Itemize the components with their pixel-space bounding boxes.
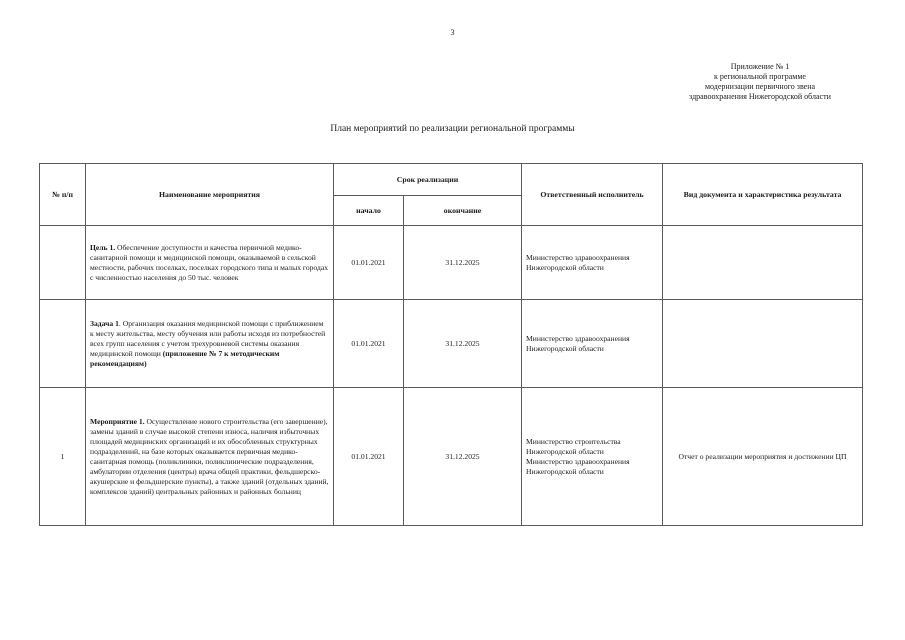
table-row [40,300,863,388]
header-num: № п/п [40,164,86,226]
cell-num: 1 [40,388,86,526]
appendix-line: Приложение № 1 [730,62,790,71]
header-end: окончание [404,196,522,226]
cell-start: 01.01.2021 [334,226,404,300]
cell-result [663,226,863,300]
appendix-line: здравоохранения Нижегородской области [689,92,831,101]
appendix-note [640,62,880,102]
appendix-line: модернизации первичного звена [704,82,816,91]
task-reference: (приложение № 7 к методическим рекомендациям) [90,348,280,368]
task-label: Задача 1 [90,318,119,328]
header-name: Наименование мероприятия [86,164,334,226]
cell-result: Отчет о реализации мероприятия и достижении ЦП [663,388,863,526]
cell-start: 01.01.2021 [334,388,404,526]
header-start: начало [334,196,404,226]
header-executor: Ответственный исполнитель [522,164,663,226]
cell-num [40,300,86,388]
cell-executor [522,388,663,526]
table-row [40,226,863,300]
appendix-line: к региональной программе [714,72,806,81]
cell-name [86,226,334,300]
goal-label: Цель 1. [90,242,116,252]
cell-name [86,388,334,526]
task-text: . Организация оказания медицинской помощи с приближением к месту жительства, месту обучения или работы исходя из потребностей всех групп населения с учетом трехуровневой системы оказания медицинской помощи [90,318,326,358]
cell-end: 31.12.2025 [404,226,522,300]
table-row [40,388,863,526]
plan-table [39,163,863,526]
page-number: 3 [450,28,455,37]
activity-text: Осуществление нового строительства (его завершение), замены зданий в случае высокой степени износа, наличия избыточных площадей медицинских организаций и их обособленных структурных подразделений, на базе которых оказывается первичная медико-санитарная помощь (поликлиники, поликлинические подразделения, амбулатории отделения (центры) врача общей практики, фельдшерско-акушерские и фельдшерские пункты), а также зданий (отдельных зданий, комплексов зданий) центральных районных и районных больниц [90,416,329,496]
cell-result [663,300,863,388]
cell-executor: Министерство здравоохранения Нижегородской области [522,300,663,388]
cell-executor: Министерство здравоохранения Нижегородской области [522,226,663,300]
cell-end: 31.12.2025 [404,300,522,388]
cell-end: 31.12.2025 [404,388,522,526]
document-title: План мероприятий по реализации региональной программы [330,124,575,134]
activity-label: Мероприятие 1. [90,416,145,426]
cell-name [86,300,334,388]
goal-text: Обеспечение доступности и качества первичной медико-санитарной помощи и медицинской помощи, оказываемой в сельской местности, рабочих поселках, поселках городского типа и малых городах с численностью населения до 50 тыс. человек [90,242,329,282]
cell-num [40,226,86,300]
header-period: Срок реализации [334,164,522,196]
executor-line: Министерство строительства Нижегородской области [526,436,621,456]
header-result: Вид документа и характеристика результата [663,164,863,226]
cell-start: 01.01.2021 [334,300,404,388]
executor-line: Министерство здравоохранения Нижегородской области [526,456,630,476]
